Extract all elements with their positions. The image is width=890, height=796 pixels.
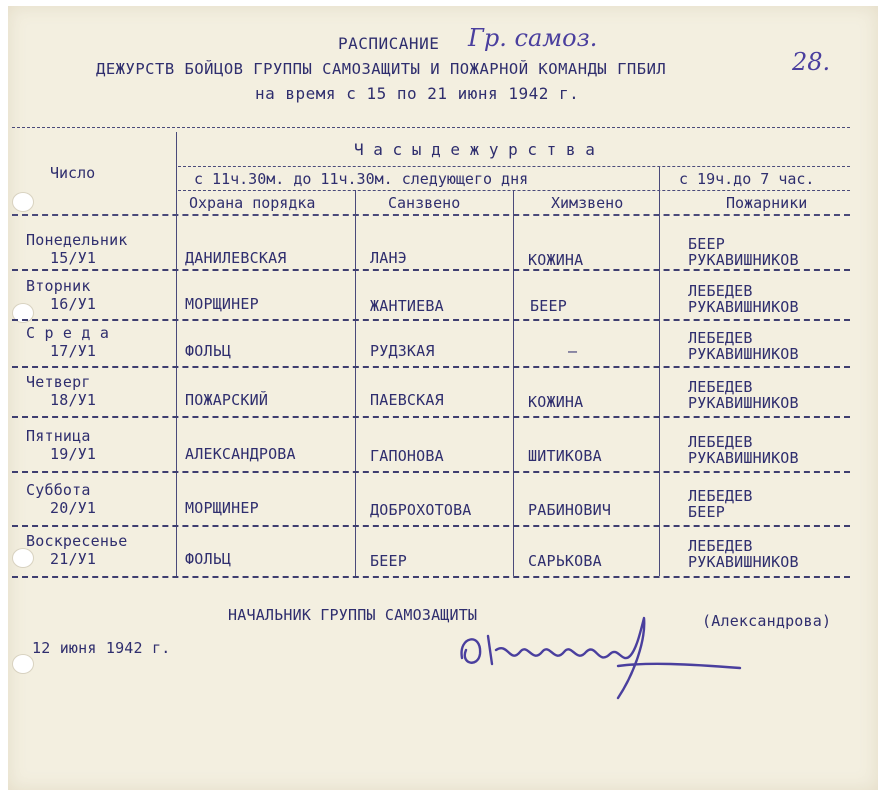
row-separator [12, 471, 850, 473]
shift-night-header: с 19ч.до 7 час. [679, 170, 815, 188]
signatory-name: (Александрова) [702, 612, 832, 630]
cell-order: ДАНИЛЕВСКАЯ [185, 249, 287, 267]
cell-order: ПОЖАРСКИЙ [185, 391, 269, 409]
row-day: Вторник [26, 277, 91, 295]
cell-sanitary: РУДЗКАЯ [370, 342, 435, 360]
table-top-border [12, 127, 850, 128]
cell-order: МОРЩИНЕР [185, 295, 259, 313]
row-day: Воскресенье [26, 532, 128, 550]
cell-fire-1: ЛЕБЕДЕВ [688, 282, 753, 300]
shift-day-header: с 11ч.30м. до 11ч.30м. следующего дня [194, 170, 529, 188]
row-date: 20/У1 [50, 499, 97, 517]
column-divider [176, 132, 177, 576]
cell-fire-2: БЕЕР [688, 503, 725, 521]
cell-order: ФОЛЬЦ [185, 342, 232, 360]
punch-hole [12, 548, 34, 568]
cell-sanitary: ЛАНЭ [370, 249, 407, 267]
handwritten-note: Гр. самоз. [468, 24, 598, 52]
cell-fire-1: ЛЕБЕДЕВ [688, 378, 753, 396]
col-group-header: Ч а с ы д е ж у р с т в а [354, 140, 595, 159]
row-day: Четверг [26, 373, 91, 391]
cell-fire-2: РУКАВИШНИКОВ [688, 298, 799, 316]
col-header-sanitary: Санзвено [388, 194, 461, 212]
table-header-border [12, 214, 850, 216]
cell-sanitary: ГАПОНОВА [370, 447, 444, 465]
row-day: Суббота [26, 481, 91, 499]
document-date: 12 июня 1942 г. [32, 639, 171, 657]
cell-sanitary: ЖАНТИЕВА [370, 297, 444, 315]
cell-order: АЛЕКСАНДРОВА [185, 445, 296, 463]
cell-fire-2: РУКАВИШНИКОВ [688, 553, 799, 571]
cell-chemical: – [568, 342, 578, 360]
column-divider [659, 166, 660, 576]
signatory-title: НАЧАЛЬНИК ГРУППЫ САМОЗАЩИТЫ [228, 606, 478, 624]
cell-fire-2: РУКАВИШНИКОВ [688, 394, 799, 412]
column-divider [513, 190, 514, 576]
row-day: С р е д а [26, 324, 110, 342]
punch-hole [12, 654, 34, 674]
col-header-date: Число [50, 164, 96, 182]
row-date: 16/У1 [50, 295, 97, 313]
signature [448, 606, 748, 706]
cell-sanitary: БЕЕР [370, 552, 407, 570]
cell-chemical: БЕЕР [530, 297, 567, 315]
page-number: 28. [792, 48, 831, 76]
cell-fire-1: ЛЕБЕДЕВ [688, 537, 753, 555]
table-divider [178, 190, 850, 191]
row-date: 17/У1 [50, 342, 97, 360]
row-date: 21/У1 [50, 550, 97, 568]
cell-fire-2: РУКАВИШНИКОВ [688, 345, 799, 363]
row-date: 15/У1 [50, 249, 97, 267]
document-sheet [8, 6, 878, 790]
cell-fire-1: ЛЕБЕДЕВ [688, 487, 753, 505]
cell-chemical: САРЬКОВА [528, 552, 602, 570]
cell-fire-2: РУКАВИШНИКОВ [688, 449, 799, 467]
cell-sanitary: ПАЕВСКАЯ [370, 391, 444, 409]
row-separator [12, 416, 850, 418]
cell-fire-1: ЛЕБЕДЕВ [688, 433, 753, 451]
row-separator [12, 525, 850, 527]
col-header-fire: Пожарники [726, 194, 808, 212]
cell-chemical: КОЖИНА [528, 251, 584, 269]
column-divider [355, 190, 356, 576]
date-range: на время с 15 по 21 июня 1942 г. [255, 84, 580, 103]
row-day: Пятница [26, 427, 91, 445]
document-subtitle: ДЕЖУРСТВ БОЙЦОВ ГРУППЫ САМОЗАЩИТЫ И ПОЖАРНОЙ КОМАНДЫ ГПБИЛ [96, 60, 667, 78]
cell-sanitary: ДОБРОХОТОВА [370, 501, 472, 519]
cell-order: МОРЩИНЕР [185, 499, 259, 517]
row-separator [12, 319, 850, 321]
cell-fire-1: БЕЕР [688, 235, 725, 253]
cell-chemical: ШИТИКОВА [528, 447, 602, 465]
row-date: 19/У1 [50, 445, 97, 463]
row-separator [12, 269, 850, 271]
document-title: РАСПИСАНИЕ [338, 34, 440, 53]
row-day: Понедельник [26, 231, 128, 249]
cell-chemical: РАБИНОВИЧ [528, 501, 612, 519]
col-header-chemical: Химзвено [551, 194, 624, 212]
table-bottom-border [12, 576, 850, 578]
cell-chemical: КОЖИНА [528, 393, 584, 411]
cell-fire-2: РУКАВИШНИКОВ [688, 251, 799, 269]
col-header-order: Охрана порядка [189, 194, 316, 212]
row-date: 18/У1 [50, 391, 97, 409]
cell-order: ФОЛЬЦ [185, 550, 232, 568]
cell-fire-1: ЛЕБЕДЕВ [688, 329, 753, 347]
table-divider [178, 166, 850, 167]
row-separator [12, 366, 850, 368]
punch-hole [12, 192, 34, 212]
